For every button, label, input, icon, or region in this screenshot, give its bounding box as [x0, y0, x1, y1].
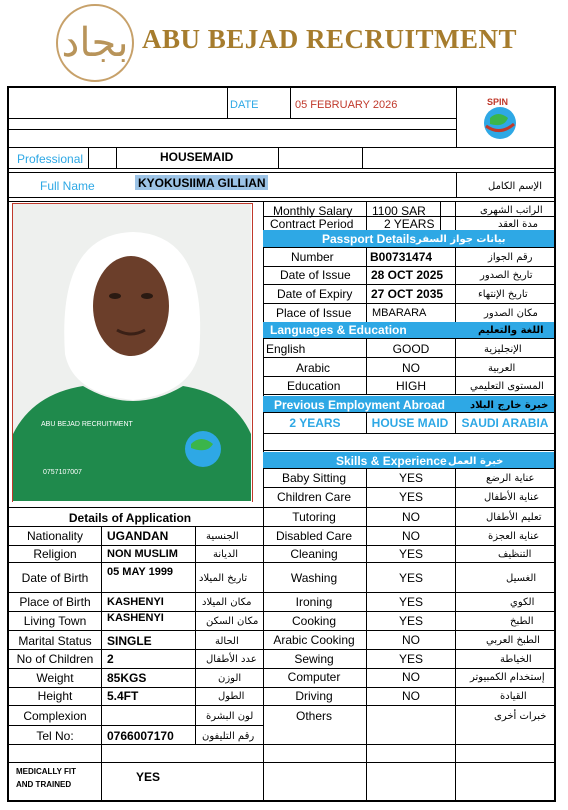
issue-value: 28 OCT 2025 — [371, 268, 444, 282]
profession-label: Professional — [17, 152, 84, 166]
expiry-label: Date of Expiry — [277, 287, 353, 301]
skill-label: Tutoring — [292, 510, 336, 524]
app-label: Marital Status — [18, 634, 92, 648]
shirt-number: 0757107007 — [43, 469, 82, 476]
issue-label: Date of Issue — [280, 268, 351, 282]
passport-number: B00731474 — [370, 250, 433, 264]
app-ar: عدد الأطفال — [206, 654, 257, 665]
skill-ar: الغسيل — [506, 573, 537, 584]
skill-label: Arabic Cooking — [273, 633, 355, 647]
salary-value: 1100 SAR — [372, 204, 426, 218]
app-label: Height — [37, 689, 73, 703]
app-ar: الوزن — [218, 673, 242, 684]
education-label: Education — [287, 379, 341, 393]
app-ar: الديانة — [213, 549, 239, 560]
skill-ar: الكوي — [510, 597, 535, 608]
company-logo — [56, 4, 134, 82]
languages-title-ar: اللغة والتعليم — [478, 325, 544, 336]
skill-value: NO — [402, 510, 420, 524]
skill-value: NO — [402, 689, 420, 703]
skill-label: Cooking — [291, 614, 337, 628]
app-label: Weight — [36, 671, 74, 685]
salary-label: Monthly Salary — [273, 204, 353, 218]
passport-title-ar: بيانات جواز السفر — [416, 234, 506, 245]
period-ar: مدة العقد — [498, 219, 538, 230]
app-ar: الحالة — [215, 636, 239, 647]
employment-years: 2 YEARS — [289, 416, 341, 430]
languages-title: Languages & Education — [270, 323, 407, 337]
medical-label-2: AND TRAINED — [16, 780, 72, 789]
issue-ar: تاريخ الصدور — [480, 270, 533, 281]
skill-ar: القيادة — [500, 691, 527, 702]
skill-ar: عناية الرضع — [486, 473, 535, 484]
app-value: 85KGS — [107, 671, 147, 685]
full-name-label: Full Name — [40, 179, 95, 193]
profession-value: HOUSEMAID — [160, 150, 234, 164]
skills-title-ar: خبرة العمل — [448, 456, 504, 467]
skill-value: YES — [398, 571, 424, 585]
skill-ar: الخياطة — [500, 654, 532, 665]
app-label: Complexion — [23, 709, 87, 723]
skill-label: Computer — [287, 670, 341, 684]
education-value: HIGH — [396, 379, 426, 393]
spin-logo-text: SPIN — [487, 97, 509, 107]
skill-ar: التنظيف — [498, 549, 532, 560]
full-name-value: KYOKUSIIMA GILLIAN — [138, 176, 266, 190]
skill-label: Washing — [290, 571, 338, 585]
logo-glyph: بجاد — [61, 20, 129, 66]
app-value: UGANDAN — [107, 529, 169, 543]
app-value: 5.4FT — [107, 689, 139, 703]
skill-ar: الطبخ — [510, 616, 534, 627]
place-issue-ar: مكان الصدور — [484, 308, 538, 319]
skill-label: Disabled Care — [275, 529, 353, 543]
app-ar: تاريخ الميلاد — [199, 573, 248, 584]
skill-value: YES — [398, 547, 424, 561]
skill-value: YES — [398, 652, 424, 666]
app-label: Nationality — [26, 529, 84, 543]
app-ar: الطول — [218, 691, 245, 702]
expiry-value: 27 OCT 2035 — [371, 287, 444, 301]
application-title: Details of Application — [68, 511, 192, 525]
passport-number-ar: رقم الجواز — [488, 252, 533, 263]
shirt-text: ABU BEJAD RECRUITMENT — [41, 421, 133, 428]
skill-label: Cleaning — [290, 547, 338, 561]
company-title: ABU BEJAD RECRUITMENT — [142, 24, 518, 54]
skill-ar: الطبخ العربي — [486, 635, 540, 646]
skill-ar: خبرات أخرى — [494, 711, 547, 722]
employment-title: Previous Employment Abroad — [274, 398, 445, 412]
skill-ar: عناية العجزة — [488, 531, 540, 542]
passport-title: Passport Details — [322, 232, 417, 246]
employment-title-ar: خبرة خارج البلاد — [470, 400, 549, 411]
app-ar: الجنسية — [206, 531, 239, 542]
date-value: 05 FEBRUARY 2026 — [295, 99, 398, 111]
english-label: English — [266, 342, 306, 356]
skill-value: NO — [402, 670, 420, 684]
skill-label: Children Care — [276, 490, 352, 504]
place-issue-label: Place of Issue — [276, 306, 352, 320]
date-label: DATE — [230, 99, 259, 111]
skill-value: YES — [398, 471, 424, 485]
employment-country: SAUDI ARABIA — [461, 416, 549, 430]
app-value: NON MUSLIM — [107, 548, 178, 560]
medical-label-1: MEDICALLY FIT — [16, 767, 77, 776]
app-value: 2 — [107, 652, 114, 666]
skill-ar: عناية الأطفال — [484, 492, 540, 503]
employment-role: HOUSE MAID — [371, 416, 449, 430]
education-ar: المستوى التعليمي — [470, 381, 544, 392]
app-label: Date of Birth — [21, 571, 89, 585]
app-ar: لون البشرة — [206, 711, 254, 722]
skill-value: YES — [398, 614, 424, 628]
skill-label: Baby Sitting — [281, 471, 347, 485]
skill-label: Others — [295, 709, 333, 723]
app-value: SINGLE — [107, 634, 152, 648]
period-label: Contract Period — [270, 217, 354, 231]
skill-label: Driving — [295, 689, 333, 703]
spin-logo — [460, 96, 536, 142]
skill-label: Sewing — [294, 652, 334, 666]
app-label: No of Children — [16, 652, 94, 666]
arabic-label: Arabic — [296, 361, 331, 375]
app-label: Living Town — [23, 614, 87, 628]
app-value: KASHENYI — [107, 596, 164, 608]
english-ar: الإنجليزية — [484, 344, 522, 355]
skill-value: NO — [402, 633, 420, 647]
passport-number-label: Number — [291, 250, 334, 264]
app-label: Tel No: — [36, 729, 74, 743]
skill-value: NO — [402, 529, 420, 543]
skill-value: YES — [398, 490, 424, 504]
app-value: 0766007170 — [107, 729, 174, 743]
app-value: KASHENYI — [107, 612, 164, 624]
app-label: Religion — [33, 547, 77, 561]
candidate-photo — [13, 204, 251, 501]
place-issue-value: MBARARA — [372, 307, 427, 319]
app-ar: رقم التليفون — [202, 731, 255, 742]
arabic-ar: العربية — [488, 363, 516, 374]
english-value: GOOD — [392, 342, 430, 356]
app-ar: مكان الميلاد — [202, 597, 252, 608]
skill-ar: تعليم الأطفال — [486, 512, 542, 523]
skill-label: Ironing — [295, 595, 333, 609]
arabic-value: NO — [402, 361, 420, 375]
full-name-ar: الإسم الكامل — [488, 181, 543, 192]
salary-ar: الراتب الشهرى — [480, 205, 543, 216]
skill-value: YES — [398, 595, 424, 609]
skill-ar: إستخدام الكمبيوتر — [470, 672, 545, 683]
app-ar: مكان السكن — [206, 616, 259, 627]
expiry-ar: تاريخ الإنتهاء — [478, 289, 528, 300]
app-label: Place of Birth — [19, 595, 91, 609]
app-value: 05 MAY 1999 — [107, 566, 174, 578]
medical-value: YES — [136, 770, 161, 784]
period-value: 2 YEARS — [384, 217, 435, 231]
skills-title: Skills & Experience — [336, 454, 447, 468]
